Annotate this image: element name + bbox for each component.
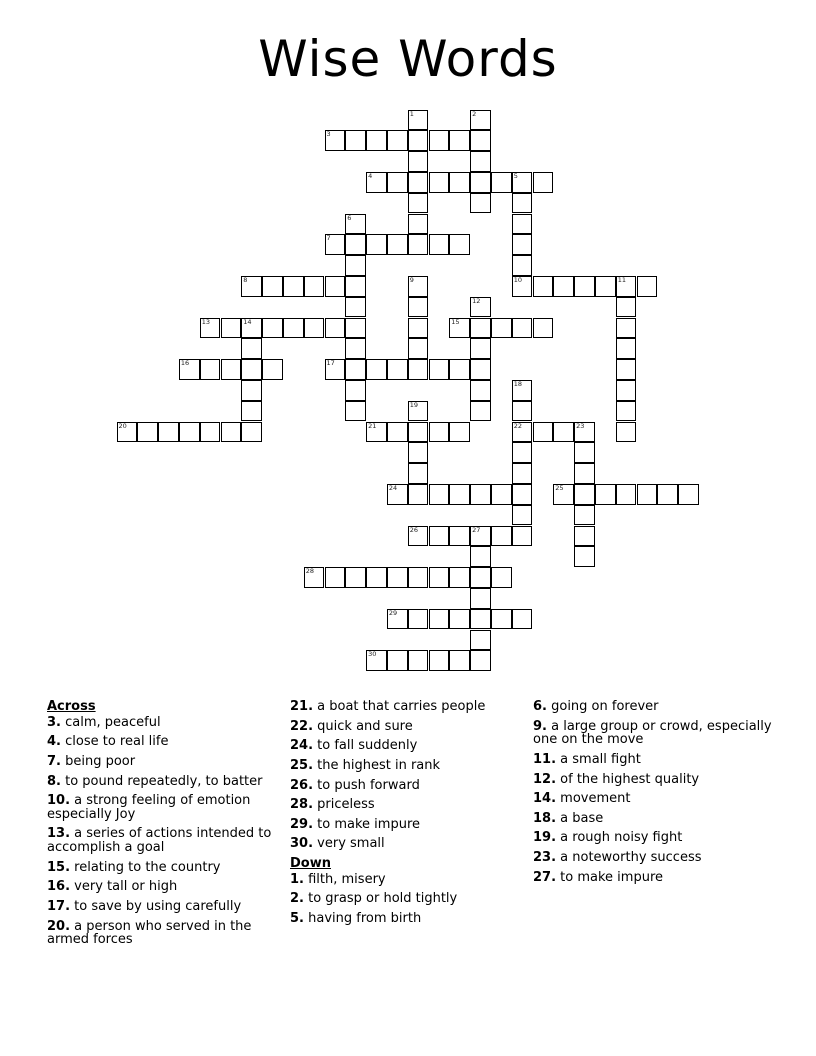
grid-cell[interactable] xyxy=(387,609,408,630)
clue-number: 22. xyxy=(290,718,314,734)
grid-cell[interactable] xyxy=(345,318,366,339)
clue-number: 20 xyxy=(118,421,127,430)
grid-cell[interactable] xyxy=(616,484,637,505)
grid-cell[interactable] xyxy=(345,297,366,318)
clue-text: to save by using carefully xyxy=(70,899,242,915)
clue-text: a base xyxy=(556,810,604,826)
grid-cell[interactable] xyxy=(491,318,512,339)
clue-number: 23. xyxy=(533,850,557,866)
grid-cell[interactable] xyxy=(241,276,262,297)
grid-cell[interactable] xyxy=(262,318,283,339)
grid-cell[interactable] xyxy=(533,276,554,297)
grid-cell[interactable] xyxy=(241,401,262,422)
clue-text: being poor xyxy=(60,753,136,769)
clue-number: 23 xyxy=(576,421,585,430)
grid-cell[interactable] xyxy=(117,422,138,443)
clue-number: 19. xyxy=(533,830,557,846)
clue-number: 18 xyxy=(513,379,522,388)
clue-item xyxy=(290,873,525,887)
clue-number: 29. xyxy=(290,816,314,832)
grid-cell[interactable] xyxy=(158,422,179,443)
clue-item xyxy=(47,755,282,769)
grid-cell[interactable] xyxy=(408,526,429,547)
grid-cell[interactable] xyxy=(616,318,637,339)
grid-cell[interactable] xyxy=(366,650,387,671)
grid-cell[interactable] xyxy=(366,130,387,151)
grid-cell[interactable] xyxy=(512,234,533,255)
clue-item xyxy=(290,700,525,714)
clue-item xyxy=(290,912,525,926)
clue-number: 17 xyxy=(326,359,335,368)
grid-cell[interactable] xyxy=(387,650,408,671)
grid-cell[interactable] xyxy=(512,214,533,235)
grid-cell[interactable] xyxy=(449,422,470,443)
grid-cell[interactable] xyxy=(512,276,533,297)
clue-number: 16 xyxy=(180,359,190,368)
grid-cell[interactable] xyxy=(574,276,595,297)
grid-cell[interactable] xyxy=(325,359,346,380)
grid-cell[interactable] xyxy=(449,318,470,339)
clue-item xyxy=(290,798,525,812)
clue-text: a small fight xyxy=(556,751,641,767)
grid-cell[interactable] xyxy=(408,359,429,380)
grid-cell[interactable] xyxy=(345,338,366,359)
clue-number: 14 xyxy=(243,317,252,326)
clue-number: 25. xyxy=(290,757,314,773)
grid-cell[interactable] xyxy=(408,172,429,193)
clue-number: 4. xyxy=(47,734,61,750)
grid-cell[interactable] xyxy=(345,401,366,422)
grid-cell[interactable] xyxy=(241,359,262,380)
grid-cell[interactable] xyxy=(408,650,429,671)
grid-cell[interactable] xyxy=(429,359,450,380)
puzzle-title: Wise Words xyxy=(258,30,558,88)
clue-number: 12 xyxy=(472,296,481,305)
clue-text: quick and sure xyxy=(313,718,413,734)
clue-item xyxy=(47,861,282,875)
grid-cell[interactable] xyxy=(616,338,637,359)
clue-number: 2. xyxy=(290,891,304,907)
clue-item xyxy=(47,880,282,894)
grid-cell[interactable] xyxy=(345,234,366,255)
clue-number: 8 xyxy=(243,275,248,284)
clue-number: 18. xyxy=(533,810,557,826)
grid-cell[interactable] xyxy=(345,214,366,235)
grid-cell[interactable] xyxy=(429,130,450,151)
grid-cell[interactable] xyxy=(408,193,429,214)
grid-cell[interactable] xyxy=(200,359,221,380)
clue-number: 16. xyxy=(47,879,71,895)
grid-cell[interactable] xyxy=(512,193,533,214)
clue-number: 21 xyxy=(368,421,377,430)
grid-cell[interactable] xyxy=(304,276,325,297)
clue-number: 15 xyxy=(451,317,460,326)
clue-text: a rough noisy fight xyxy=(556,830,683,846)
grid-cell[interactable] xyxy=(553,422,574,443)
grid-cell[interactable] xyxy=(449,130,470,151)
clue-number: 15. xyxy=(47,859,71,875)
clue-number: 20. xyxy=(47,918,71,934)
clue-number: 26 xyxy=(409,525,418,534)
grid-cell[interactable] xyxy=(449,484,470,505)
grid-cell[interactable] xyxy=(449,172,470,193)
grid-cell[interactable] xyxy=(616,422,637,443)
grid-cell[interactable] xyxy=(574,484,595,505)
grid-cell[interactable] xyxy=(512,484,533,505)
grid-cell[interactable] xyxy=(449,567,470,588)
grid-cell[interactable] xyxy=(221,359,242,380)
grid-cell[interactable] xyxy=(637,484,658,505)
clue-number: 26. xyxy=(290,777,314,793)
grid-cell[interactable] xyxy=(241,422,262,443)
clue-number: 7 xyxy=(326,234,331,243)
grid-cell[interactable] xyxy=(179,359,200,380)
grid-cell[interactable] xyxy=(283,276,304,297)
grid-cell[interactable] xyxy=(470,380,491,401)
clue-text: movement xyxy=(556,791,631,807)
grid-cell[interactable] xyxy=(408,422,429,443)
grid-cell[interactable] xyxy=(470,318,491,339)
clue-item xyxy=(47,794,282,821)
clue-item xyxy=(290,779,525,793)
grid-cell[interactable] xyxy=(304,567,325,588)
grid-cell[interactable] xyxy=(512,318,533,339)
across-heading: Across xyxy=(47,699,96,714)
clue-item xyxy=(47,827,282,854)
grid-cell[interactable] xyxy=(429,484,450,505)
grid-cell[interactable] xyxy=(366,234,387,255)
grid-cell[interactable] xyxy=(470,630,491,651)
clue-number: 30 xyxy=(368,650,377,659)
grid-cell[interactable] xyxy=(470,526,491,547)
grid-cell[interactable] xyxy=(429,526,450,547)
clue-number: 6. xyxy=(533,699,547,714)
clue-number: 7. xyxy=(47,753,61,769)
grid-cell[interactable] xyxy=(408,338,429,359)
clue-text: very small xyxy=(313,836,385,852)
clue-item xyxy=(290,759,525,773)
grid-cell[interactable] xyxy=(512,172,533,193)
clue-text: going on forever xyxy=(546,699,659,714)
grid-cell[interactable] xyxy=(366,567,387,588)
clue-number: 27 xyxy=(472,525,481,534)
grid-cell[interactable] xyxy=(470,484,491,505)
grid-cell[interactable] xyxy=(637,276,658,297)
clue-text: close to real life xyxy=(60,734,169,750)
grid-cell[interactable] xyxy=(533,172,554,193)
grid-cell[interactable] xyxy=(408,234,429,255)
clue-number: 3. xyxy=(47,714,61,730)
grid-cell[interactable] xyxy=(221,422,242,443)
grid-cell[interactable] xyxy=(574,505,595,526)
grid-cell[interactable] xyxy=(387,130,408,151)
clue-text: a strong feeling of emotion especially Joy xyxy=(47,793,251,822)
grid-cell[interactable] xyxy=(616,276,637,297)
grid-cell[interactable] xyxy=(449,609,470,630)
clue-item xyxy=(290,892,525,906)
grid-cell[interactable] xyxy=(616,359,637,380)
clue-number: 2 xyxy=(472,109,477,118)
clue-number: 1. xyxy=(290,871,304,887)
grid-cell[interactable] xyxy=(325,318,346,339)
clue-item xyxy=(533,871,773,885)
clue-number: 11. xyxy=(533,751,557,767)
grid-cell[interactable] xyxy=(470,297,491,318)
grid-cell[interactable] xyxy=(325,276,346,297)
grid-cell[interactable] xyxy=(574,526,595,547)
clue-number: 6 xyxy=(347,213,352,222)
grid-cell[interactable] xyxy=(429,172,450,193)
clue-text: a large group or crowd, especially one on the move xyxy=(533,718,772,748)
clue-item xyxy=(533,753,773,767)
clue-item xyxy=(533,831,773,845)
grid-cell[interactable] xyxy=(616,380,637,401)
clue-text: a person who served in the armed forces xyxy=(47,918,252,948)
grid-cell[interactable] xyxy=(408,276,429,297)
clue-number: 12. xyxy=(533,771,557,787)
clue-number: 28 xyxy=(305,567,314,576)
clue-number: 21. xyxy=(290,699,314,714)
clue-number: 30. xyxy=(290,836,314,852)
clue-number: 13. xyxy=(47,826,71,842)
grid-cell[interactable] xyxy=(470,588,491,609)
clue-number: 25 xyxy=(555,483,564,492)
grid-cell[interactable] xyxy=(200,318,221,339)
clue-text: calm, peaceful xyxy=(60,714,161,730)
grid-cell[interactable] xyxy=(512,463,533,484)
clue-number: 10. xyxy=(47,793,71,809)
clue-number: 14. xyxy=(533,791,557,807)
clue-number: 8. xyxy=(47,773,61,789)
grid-cell[interactable] xyxy=(512,422,533,443)
clue-item xyxy=(533,700,773,714)
clue-number: 22 xyxy=(513,421,522,430)
grid-cell[interactable] xyxy=(345,130,366,151)
grid-cell[interactable] xyxy=(470,193,491,214)
grid-cell[interactable] xyxy=(491,567,512,588)
grid-cell[interactable] xyxy=(512,255,533,276)
grid-cell[interactable] xyxy=(512,442,533,463)
grid-cell[interactable] xyxy=(470,650,491,671)
grid-cell[interactable] xyxy=(616,297,637,318)
clue-number: 24 xyxy=(388,483,398,492)
grid-cell[interactable] xyxy=(595,484,616,505)
clue-item xyxy=(290,720,525,734)
clue-text: very tall or high xyxy=(70,879,178,895)
grid-cell[interactable] xyxy=(616,401,637,422)
clue-number: 5 xyxy=(513,171,518,180)
grid-cell[interactable] xyxy=(345,255,366,276)
clue-text: relating to the country xyxy=(70,859,221,875)
grid-cell[interactable] xyxy=(533,422,554,443)
clue-text: priceless xyxy=(313,797,375,813)
grid-cell[interactable] xyxy=(408,151,429,172)
clue-item xyxy=(47,900,282,914)
grid-cell[interactable] xyxy=(512,380,533,401)
clue-text: to pound repeatedly, to batter xyxy=(60,773,263,789)
grid-cell[interactable] xyxy=(408,442,429,463)
grid-cell[interactable] xyxy=(408,130,429,151)
grid-cell[interactable] xyxy=(366,172,387,193)
grid-cell[interactable] xyxy=(449,650,470,671)
grid-cell[interactable] xyxy=(574,422,595,443)
grid-cell[interactable] xyxy=(179,422,200,443)
grid-cell[interactable] xyxy=(657,484,678,505)
clue-text: a series of actions intended to accomplish a goal xyxy=(47,826,272,856)
clue-number: 3 xyxy=(326,130,331,139)
grid-cell[interactable] xyxy=(221,318,242,339)
grid-cell[interactable] xyxy=(429,609,450,630)
grid-cell[interactable] xyxy=(200,422,221,443)
grid-cell[interactable] xyxy=(491,526,512,547)
clue-item xyxy=(290,837,525,851)
grid-cell[interactable] xyxy=(491,172,512,193)
grid-cell[interactable] xyxy=(387,234,408,255)
clue-text: to fall suddenly xyxy=(313,738,418,754)
grid-cell[interactable] xyxy=(470,130,491,151)
grid-cell[interactable] xyxy=(470,567,491,588)
grid-cell[interactable] xyxy=(345,276,366,297)
grid-cell[interactable] xyxy=(429,650,450,671)
grid-cell[interactable] xyxy=(325,130,346,151)
grid-cell[interactable] xyxy=(241,318,262,339)
clue-text: to grasp or hold tightly xyxy=(303,891,458,907)
grid-cell[interactable] xyxy=(449,234,470,255)
grid-cell[interactable] xyxy=(429,422,450,443)
clue-number: 27. xyxy=(533,869,557,885)
clue-text: to make impure xyxy=(556,869,663,885)
grid-cell[interactable] xyxy=(345,380,366,401)
clue-text: filth, misery xyxy=(303,871,386,887)
clue-number: 17. xyxy=(47,899,71,915)
grid-cell[interactable] xyxy=(491,484,512,505)
clue-number: 24. xyxy=(290,738,314,754)
grid-cell[interactable] xyxy=(387,172,408,193)
grid-cell[interactable] xyxy=(512,505,533,526)
clues-column-2 xyxy=(290,700,525,932)
grid-cell[interactable] xyxy=(304,318,325,339)
grid-cell[interactable] xyxy=(470,546,491,567)
clue-number: 10 xyxy=(513,275,522,284)
grid-cell[interactable] xyxy=(387,359,408,380)
grid-cell[interactable] xyxy=(470,172,491,193)
grid-cell[interactable] xyxy=(408,318,429,339)
clue-number: 19 xyxy=(409,400,418,409)
grid-cell[interactable] xyxy=(262,359,283,380)
grid-cell[interactable] xyxy=(345,359,366,380)
clue-number: 9. xyxy=(533,718,547,734)
grid-cell[interactable] xyxy=(429,567,450,588)
clue-text: to make impure xyxy=(313,816,420,832)
clue-item xyxy=(290,739,525,753)
grid-cell[interactable] xyxy=(408,110,429,131)
grid-cell[interactable] xyxy=(470,338,491,359)
grid-cell[interactable] xyxy=(491,609,512,630)
grid-cell[interactable] xyxy=(241,380,262,401)
clue-item xyxy=(533,720,773,747)
grid-cell[interactable] xyxy=(512,401,533,422)
grid-cell[interactable] xyxy=(429,234,450,255)
clue-number: 29 xyxy=(388,608,398,617)
clue-number: 5. xyxy=(290,911,304,927)
clue-number: 4 xyxy=(368,171,373,180)
grid-cell[interactable] xyxy=(408,401,429,422)
grid-cell[interactable] xyxy=(470,609,491,630)
grid-cell[interactable] xyxy=(241,338,262,359)
clue-text: to push forward xyxy=(313,777,420,793)
clue-item xyxy=(47,716,282,730)
grid-cell[interactable] xyxy=(470,151,491,172)
grid-cell[interactable] xyxy=(678,484,699,505)
grid-cell[interactable] xyxy=(408,484,429,505)
grid-cell[interactable] xyxy=(408,214,429,235)
grid-cell[interactable] xyxy=(408,609,429,630)
clue-text: having from birth xyxy=(303,911,422,927)
clue-number: 13 xyxy=(201,317,210,326)
clue-item xyxy=(533,773,773,787)
clues-column-3 xyxy=(533,700,773,890)
grid-cell[interactable] xyxy=(262,276,283,297)
grid-cell[interactable] xyxy=(512,526,533,547)
clue-text: the highest in rank xyxy=(313,757,441,773)
clue-item xyxy=(533,792,773,806)
grid-cell[interactable] xyxy=(387,422,408,443)
clue-number: 9 xyxy=(409,275,414,284)
grid-cell[interactable] xyxy=(553,276,574,297)
clue-item xyxy=(533,851,773,865)
grid-cell[interactable] xyxy=(387,567,408,588)
clue-text: a boat that carries people xyxy=(313,699,486,714)
grid-cell[interactable] xyxy=(325,567,346,588)
grid-cell[interactable] xyxy=(533,318,554,339)
grid-cell[interactable] xyxy=(574,442,595,463)
grid-cell[interactable] xyxy=(470,110,491,131)
down-heading: Down xyxy=(290,856,331,872)
clues-column-1 xyxy=(47,700,282,953)
clue-item xyxy=(47,920,282,947)
grid-cell[interactable] xyxy=(512,609,533,630)
grid-cell[interactable] xyxy=(325,234,346,255)
clue-item xyxy=(533,812,773,826)
grid-cell[interactable] xyxy=(366,422,387,443)
grid-cell[interactable] xyxy=(408,463,429,484)
clue-item xyxy=(290,818,525,832)
grid-cell[interactable] xyxy=(595,276,616,297)
clue-item xyxy=(47,735,282,749)
clue-text: of the highest quality xyxy=(556,771,700,787)
clue-number: 11 xyxy=(617,275,626,284)
clue-item xyxy=(47,775,282,789)
grid-cell[interactable] xyxy=(408,567,429,588)
grid-cell[interactable] xyxy=(449,526,470,547)
grid-cell[interactable] xyxy=(345,567,366,588)
grid-cell[interactable] xyxy=(470,359,491,380)
grid-cell[interactable] xyxy=(408,297,429,318)
grid-cell[interactable] xyxy=(553,484,574,505)
grid-cell[interactable] xyxy=(470,401,491,422)
grid-cell[interactable] xyxy=(574,463,595,484)
grid-cell[interactable] xyxy=(283,318,304,339)
grid-cell[interactable] xyxy=(366,359,387,380)
clue-number: 1 xyxy=(409,109,414,118)
clue-number: 28. xyxy=(290,797,314,813)
grid-cell[interactable] xyxy=(387,484,408,505)
grid-cell[interactable] xyxy=(137,422,158,443)
grid-cell[interactable] xyxy=(574,546,595,567)
grid-cell[interactable] xyxy=(449,359,470,380)
clue-text: a noteworthy success xyxy=(556,850,702,866)
